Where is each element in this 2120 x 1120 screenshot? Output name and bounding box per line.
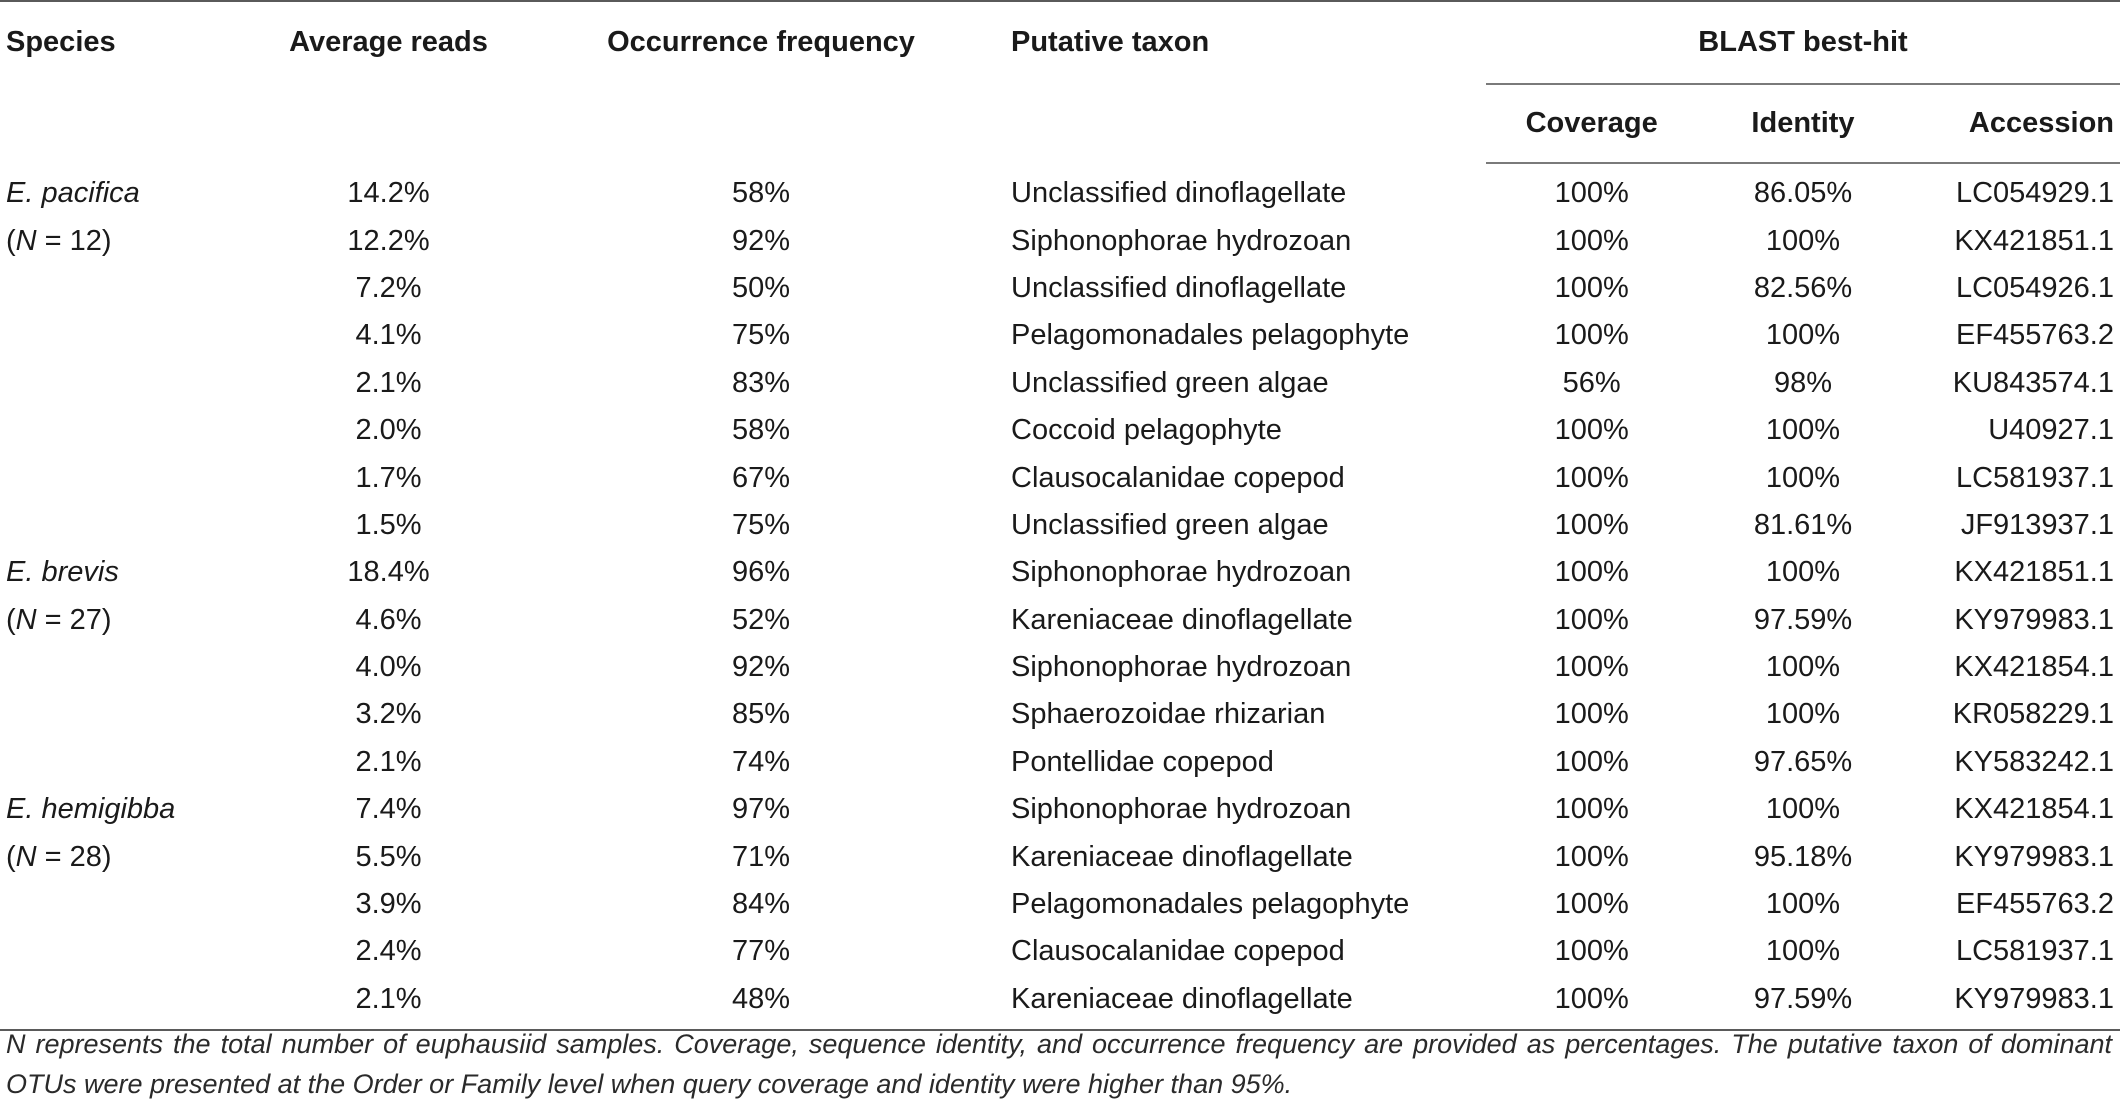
cell-accession: KU843574.1 [1952,366,2114,399]
cell-occurrence-frequency: 52% [731,603,791,636]
table-row [0,597,2120,644]
cell-coverage: 100% [1554,698,1629,731]
cell-putative-taxon: Pelagomonadales pelagophyte [1011,888,1410,921]
cell-accession: EF455763.2 [1955,319,2114,352]
cell-coverage: 100% [1554,224,1629,257]
cell-identity: 82.56% [1753,271,1853,304]
cell-putative-taxon: Siphonophorae hydrozoan [1011,793,1352,826]
cell-accession: KY979983.1 [1954,840,2114,873]
cell-species [0,360,256,407]
cell-average-reads: 14.2% [347,176,430,209]
cell-average-reads: 2.1% [256,976,521,1030]
cell-putative-taxon: Kareniaceae dinoflagellate [1011,603,1353,636]
cell-average-reads: 18.4% [347,556,430,589]
cell-putative-taxon: Siphonophorae hydrozoan [1011,556,1352,589]
cell-species [0,739,256,786]
cell-average-reads: 4.6% [355,603,422,636]
cell-occurrence-frequency: 83% [731,366,791,399]
header-species: Species [6,26,116,58]
cell-putative-taxon: Siphonophorae hydrozoan [1011,224,1352,257]
cell-occurrence-frequency: 77% [731,935,791,968]
table-row [0,881,2120,928]
cell-species [0,976,256,1030]
cell-average-reads: 2.4% [355,935,422,968]
cell-occurrence-frequency: 58% [731,176,791,209]
cell-occurrence-frequency: 97% [731,793,791,826]
cell-accession: EF455763.2 [1955,888,2114,921]
cell-species: (N = 12) [6,224,112,257]
cell-average-reads: 12.2% [347,224,430,257]
cell-accession: KX421854.1 [1954,793,2114,826]
cell-identity: 86.05% [1753,177,1853,210]
cell-coverage: 56% [1562,366,1621,399]
cell-accession: KY583242.1 [1954,745,2114,778]
cell-coverage: 100% [1554,793,1629,826]
table-row [0,163,2120,217]
table-row [0,833,2120,880]
cell-average-reads: 5.5% [355,840,422,873]
cell-coverage: 100% [1486,976,1697,1030]
cell-putative-taxon: Coccoid pelagophyte [1011,414,1282,447]
cell-accession: KY979983.1 [1954,603,2114,636]
table-row [0,454,2120,501]
cell-occurrence-frequency: 48% [521,976,1001,1030]
header-occurrence-frequency: Occurrence frequency [607,26,915,58]
cell-putative-taxon: Unclassified green algae [1011,366,1329,399]
cell-identity: 100% [1765,698,1841,731]
cell-average-reads: 4.0% [355,651,422,684]
cell-occurrence-frequency: 84% [731,888,791,921]
cell-occurrence-frequency: 50% [731,271,791,304]
cell-occurrence-frequency: 96% [731,556,791,589]
cell-species: E. brevis [6,556,119,589]
cell-identity: 100% [1765,888,1841,921]
table-row [0,265,2120,312]
cell-putative-taxon: Unclassified dinoflagellate [1011,271,1347,304]
cell-species [0,928,256,975]
table-row [0,739,2120,786]
cell-average-reads: 2.1% [355,366,422,399]
cell-identity: 100% [1765,651,1841,684]
cell-average-reads: 4.1% [355,319,422,352]
cell-accession: KX421851.1 [1954,224,2114,257]
cell-putative-taxon: Pelagomonadales pelagophyte [1011,319,1410,352]
cell-coverage: 100% [1554,603,1629,636]
cell-identity: 100% [1765,556,1841,589]
cell-coverage: 100% [1554,177,1629,210]
table-row [0,786,2120,833]
cell-species [0,502,256,549]
cell-occurrence-frequency: 75% [731,319,791,352]
cell-putative-taxon: Clausocalanidae copepod [1011,935,1345,968]
cell-putative-taxon: Kareniaceae dinoflagellate [1011,840,1353,873]
cell-putative-taxon: Unclassified green algae [1011,508,1329,541]
cell-identity: 100% [1765,319,1841,352]
table-row [0,976,2120,1030]
cell-species: E. hemigibba [6,793,176,826]
cell-putative-taxon: Siphonophorae hydrozoan [1011,651,1352,684]
header-accession: Accession [1909,84,2120,163]
cell-species: E. pacifica [6,176,140,209]
cell-coverage: 100% [1554,461,1629,494]
cell-average-reads: 7.2% [355,271,422,304]
header-average-reads: Average reads [289,26,488,58]
cell-accession: KX421854.1 [1954,651,2114,684]
cell-putative-taxon: Pontellidae copepod [1011,745,1274,778]
header-coverage: Coverage [1486,84,1697,163]
cell-species [0,265,256,312]
cell-accession: U40927.1 [1988,414,2114,447]
cell-accession: LC581937.1 [1955,461,2114,494]
cell-identity: 97.59% [1753,603,1853,636]
cell-species [0,454,256,501]
table-row [0,312,2120,359]
cell-putative-taxon: Unclassified dinoflagellate [1011,176,1347,209]
table-row [0,502,2120,549]
table-row [0,360,2120,407]
cell-occurrence-frequency: 75% [731,508,791,541]
cell-coverage: 100% [1554,508,1629,541]
cell-species [0,407,256,454]
cell-average-reads: 3.9% [355,888,422,921]
table-row [0,217,2120,264]
header-blast-best-hit: BLAST best-hit [1698,26,1908,58]
cell-average-reads: 7.4% [355,793,422,826]
cell-identity: 97.65% [1753,745,1853,778]
cell-occurrence-frequency: 67% [731,461,791,494]
cell-identity: 81.61% [1753,508,1853,541]
cell-coverage: 100% [1554,414,1629,447]
cell-species [0,312,256,359]
cell-occurrence-frequency: 92% [731,651,791,684]
table-row [0,644,2120,691]
cell-species [0,691,256,738]
cell-occurrence-frequency: 85% [731,698,791,731]
cell-identity: 98% [1773,366,1833,399]
table-row [0,928,2120,975]
cell-identity: 100% [1765,461,1841,494]
cell-species: (N = 28) [6,840,112,873]
cell-coverage: 100% [1554,745,1629,778]
header-row-1 [0,1,2120,84]
cell-identity: 100% [1765,935,1841,968]
cell-putative-taxon: Sphaerozoidae rhizarian [1011,698,1326,731]
cell-identity: 100% [1765,414,1841,447]
cell-occurrence-frequency: 92% [731,224,791,257]
cell-coverage: 100% [1554,840,1629,873]
cell-identity: 97.59% [1697,976,1908,1030]
table-row [0,407,2120,454]
table-row [0,691,2120,738]
cell-accession: KR058229.1 [1952,698,2114,731]
table-header [0,1,2120,163]
cell-average-reads: 1.7% [355,461,422,494]
cell-accession: LC054929.1 [1955,177,2114,210]
cell-accession: JF913937.1 [1960,508,2114,541]
cell-coverage: 100% [1554,935,1629,968]
cell-coverage: 100% [1554,888,1629,921]
cell-accession: LC054926.1 [1955,271,2114,304]
cell-coverage: 100% [1554,319,1629,352]
cell-occurrence-frequency: 58% [731,414,791,447]
cell-coverage: 100% [1554,556,1629,589]
cell-average-reads: 2.1% [355,745,422,778]
cell-species [0,644,256,691]
cell-average-reads: 1.5% [355,508,422,541]
cell-occurrence-frequency: 71% [731,840,791,873]
cell-putative-taxon: Kareniaceae dinoflagellate [1001,976,1486,1030]
cell-coverage: 100% [1554,271,1629,304]
cell-identity: 95.18% [1753,840,1853,873]
table-footnote: N represents the total number of euphausiid samples. Coverage, sequence identity, and occurrence frequency are provided as percentages. The putative taxon of dominant OTUs were presented at the Order or Family level when query coverage and identity were higher than 95%. [6,1029,2112,1099]
cell-average-reads: 3.2% [355,698,422,731]
header-putative-taxon: Putative taxon [1011,26,1210,58]
cell-identity: 100% [1765,224,1841,257]
cell-putative-taxon: Clausocalanidae copepod [1011,461,1345,494]
header-identity: Identity [1697,84,1908,163]
cell-identity: 100% [1765,793,1841,826]
cell-coverage: 100% [1554,651,1629,684]
table-body [0,163,2120,1030]
cell-species: (N = 27) [6,603,112,636]
table-row [0,549,2120,596]
cell-accession: KY979983.1 [1909,976,2120,1030]
cell-average-reads: 2.0% [355,414,422,447]
cell-accession: KX421851.1 [1954,556,2114,589]
cell-accession: LC581937.1 [1955,935,2114,968]
cell-species [0,881,256,928]
cell-occurrence-frequency: 74% [731,745,791,778]
